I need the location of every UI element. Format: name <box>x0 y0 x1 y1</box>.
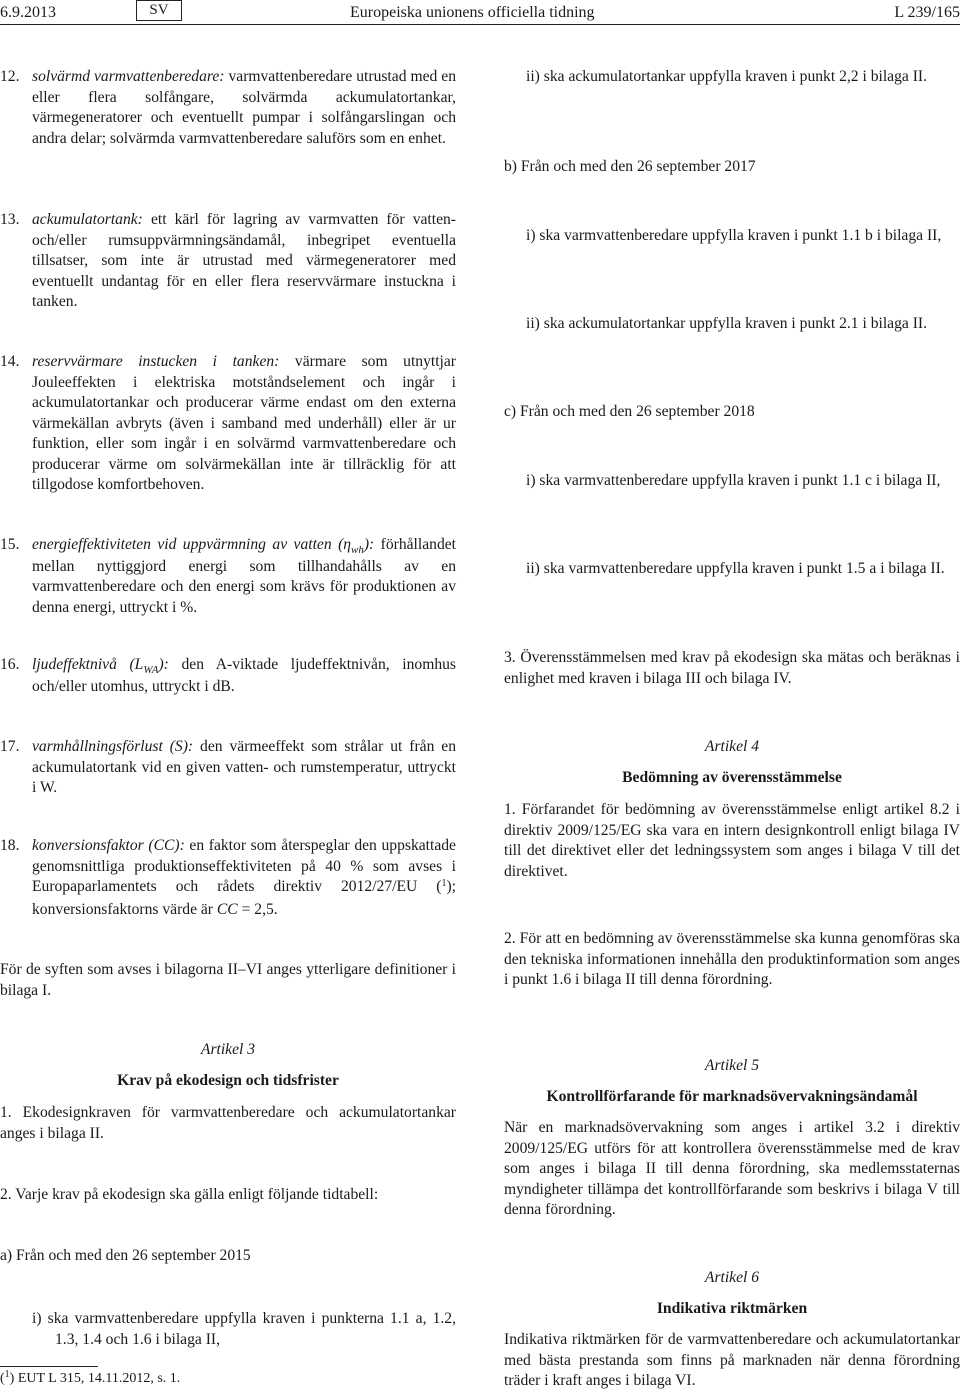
article-6-title: Artikel 6 <box>704 1269 760 1286</box>
article-4-para-2: 2. För att en bedömning av överensstämmelse ska kunna genomföras ska den tekniska informationen innehålla den produktinformation som anges i punkt 1.6 i bilaga II till denna förordning. <box>504 930 960 988</box>
definitions-closing: För de syften som avses i bilagorna II–VI anges ytterligare definitioner i bilaga I. <box>0 961 456 999</box>
schedule-item-a-i: i) ska varmvattenberedare uppfylla kraven i punkterna 1.1 a, 1.2, 1.3, 1.4 och 1.6 i bilaga II, <box>32 1310 456 1348</box>
definition-18: 18. konversionsfaktor (CC): en faktor som återspeglar den uppskattade genomsnittliga produktionseffektiviteten på 40 % som avses i Europaparlamentets och rådets direktiv 2012/27/EU ($^1$); konversionsfaktorns värde är CC = 2,5. <box>0 837 456 918</box>
article-4-heading: Bedömning av överensstämmelse <box>622 769 842 786</box>
footnote: ($^1$) EUT L 315, 14.11.2012, s. 1. <box>0 1369 181 1386</box>
definition-13: 13. ackumulatortank: ett kärl för lagring av varmvatten för vatten- och/eller rumsuppvärmningsändamål, inbegripet eventuella tillsatser, som inte är utrustad med värmegeneratorer med eventuellt undantag för en eller flera reservvärmare instuckna i tanken. <box>0 211 456 310</box>
definition-term: energieffektiviteten vid uppvärmning av vatten $(\eta_{wh})$: <box>32 536 375 556</box>
definition-term: konversionsfaktor (CC): <box>32 837 185 854</box>
schedule-item-c: c) Från och med den 26 september 2018 <box>504 403 755 420</box>
journal-title: Europeiska unionens officiella tidning <box>350 4 595 21</box>
definition-16: 16. ljudeffektnivå $(L_{WA})$: den A-viktade ljudeffektnivån, inomhus och/eller utomhus, uttryckt i dB. <box>0 656 456 695</box>
article-3-para-2: 2. Varje krav på ekodesign ska gälla enligt följande tidtabell: <box>0 1186 379 1203</box>
publication-date: 6.9.2013 <box>0 4 56 21</box>
language-code: SV <box>136 0 182 21</box>
schedule-item-c-ii: ii) ska varmvattenberedare uppfylla kraven i punkt 1.5 a i bilaga II. <box>526 560 945 577</box>
article-5-heading: Kontrollförfarande för marknadsövervakningsändamål <box>546 1088 918 1105</box>
article-3-para-3: 3. Överensstämmelsen med krav på ekodesign ska mätas och beräknas i enlighet med kraven i bilaga III och bilaga IV. <box>504 649 960 687</box>
schedule-item-b-i: i) ska varmvattenberedare uppfylla kraven i punkt 1.1 b i bilaga II, <box>526 227 942 244</box>
article-4-title: Artikel 4 <box>704 738 760 755</box>
schedule-item-b-ii: ii) ska ackumulatortankar uppfylla kraven i punkt 2.1 i bilaga II. <box>526 315 927 332</box>
article-5-title: Artikel 5 <box>704 1057 760 1074</box>
article-6-para-1: Indikativa riktmärken för de varmvattenberedare och ackumulatortankar med bästa prestanda som finns på marknaden när denna förordning träder i kraft anges i bilaga VI. <box>504 1331 960 1389</box>
schedule-item-c-i: i) ska varmvattenberedare uppfylla kraven i punkt 1.1 c i bilaga II, <box>526 472 941 489</box>
definition-term: ljudeffektnivå $(L_{WA})$: <box>32 656 169 676</box>
article-5-para-1: När en marknadsövervakning som anges i artikel 3.2 i direktiv 2009/125/EG utförs för att kontrollera överensstämmelse med de krav som anges i bilaga II till denna förordning, ska medlemsstaternas myndigheter tillämpa det kontrollförfarande som beskrivs i bilaga V till denna förordning. <box>504 1119 960 1218</box>
header-rule <box>0 24 960 25</box>
article-4-para-1: 1. Förfarandet för bedömning av överensstämmelse enligt artikel 8.2 i direktiv 2009/125/EG ska vara en intern designkontroll enligt bilaga IV till det direktivet eller det ledningssystem som anges i bilaga V till det direktivet. <box>504 801 960 880</box>
schedule-item-b: b) Från och med den 26 september 2017 <box>504 158 756 175</box>
page-reference: L 239/165 <box>894 4 960 21</box>
definition-12: 12. solvärmd varmvattenberedare: varmvattenberedare utrustad med en eller flera solfångare, solvärmda ackumulatortankar, värmegeneratorer och eventuellt pumpar i solfångarslingan och andra delar; solvärmda varmvattenberedare saluförs som en enhet. <box>0 68 456 147</box>
article-3-para-1: 1. Ekodesignkraven för varmvattenberedare och ackumulatortankar anges i bilaga II. <box>0 1104 456 1142</box>
definition-term: varmhållningsförlust (S): <box>32 738 194 755</box>
definition-term: reservvärmare instucken i tanken: <box>32 353 280 370</box>
definition-17: 17. varmhållningsförlust (S): den värmeeffekt som strålar ut från en ackumulatortank vid en given vatten- och rumstemperatur, uttryckt i W. <box>0 738 456 796</box>
footnote-reference[interactable]: 1 <box>441 878 447 889</box>
footnote-rule <box>0 1366 98 1367</box>
definition-term: solvärmd varmvattenberedare: <box>32 68 225 85</box>
schedule-item-a: a) Från och med den 26 september 2015 <box>0 1247 251 1264</box>
article-3-heading: Krav på ekodesign och tidsfrister <box>117 1072 339 1089</box>
definition-14: 14. reservvärmare instucken i tanken: värmare som utnyttjar Jouleeffekten i elektriska motståndselement och ingår i ackumulatortankar och producerar värme endast om den externa värmekällan avbryts (även i samband med underhåll) eller är ur funktion, eller som ingår i en solvärmd varmvattenberedare och producerar värme om solvärmekällan inte är tillräcklig för att tillgodose komfortbehoven. <box>0 353 456 493</box>
definition-15: 15. energieffektiviteten vid uppvärmning av vatten $(\eta_{wh})$: förhållandet mellan nyttiggjord energi som tillhandahålls av en varmvattenberedare och den energi som krävs för produktionen av denna energi, uttryckt i %. <box>0 536 456 616</box>
definition-term: ackumulatortank: <box>32 211 143 228</box>
article-3-title: Artikel 3 <box>200 1041 256 1058</box>
schedule-item-a-ii: ii) ska ackumulatortankar uppfylla kraven i punkt 2,2 i bilaga II. <box>526 68 927 85</box>
article-6-heading: Indikativa riktmärken <box>656 1300 808 1317</box>
